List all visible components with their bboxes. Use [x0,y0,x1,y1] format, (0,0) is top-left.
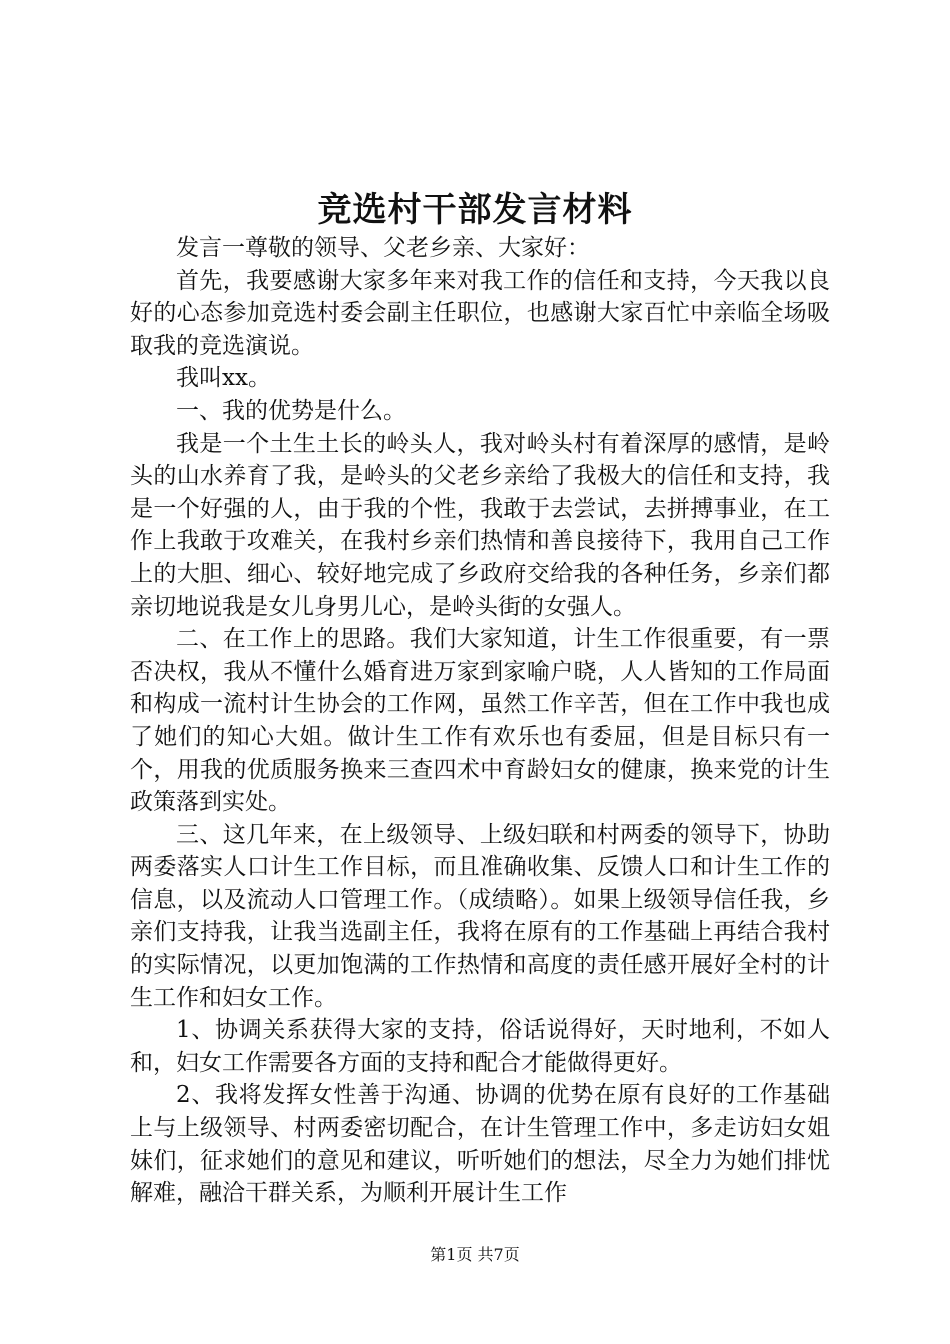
paragraph-name: 我叫xx。 [176,365,271,392]
paragraph-heading-advantages: 一、我的优势是什么。 [176,397,406,424]
paragraph-work-ideas: 二、在工作上的思路。我们大家知道，计生工作很重要，有一票否决权，我从不懂什么婚育进万家到家喻户晓，人人皆知的工作局面和构成一流村计生协会的工作网，虽然工作辛苦，但在工作中我也成了她们的知心大姐。做计生工作有欢乐也有委屈，但是目标只有一个，用我的优质服务换来三查四术中育龄妇女的健康，换来党的计生政策落到实处。 [130,626,830,816]
document-title: 竞选村干部发言材料 [317,190,633,230]
paragraph-advantages: 我是一个土生土长的岭头人，我对岭头村有着深厚的感情，是岭头的山水养育了我，是岭头的父老乡亲给了我极大的信任和支持，我是一个好强的人，由于我的个性，我敢于去尝试，去拼搏事业，在工作上我敢于攻难关，在我村乡亲们热情和善良接待下，我用自己工作上的大胆、细心、较好地完成了乡政府交给我的各种任务，乡亲们都亲切地说我是女儿身男儿心，是岭头街的女强人。 [130,430,830,620]
paragraph-point-2: 2、我将发挥女性善于沟通、协调的优势在原有良好的工作基础上与上级领导、村两委密切配合，在计生管理工作中，多走访妇女姐妹们，征求她们的意见和建议，听听她们的想法，尽全力为她们排忧解难，融洽干群关系，为顺利开展计生工作 [130,1082,830,1207]
paragraph-thanks: 首先，我要感谢大家多年来对我工作的信任和支持，今天我以良好的心态参加竞选村委会副主任职位，也感谢大家百忙中亲临全场吸取我的竞选演说。 [130,267,830,359]
page-indicator: 第1页 共7页 [430,1245,520,1264]
document-body [130,232,830,1210]
paragraph-greeting: 发言一尊敬的领导、父老乡亲、大家好： [176,235,590,261]
paragraph-point-1: 1、协调关系获得大家的支持，俗话说得好，天时地利，不如人和，妇女工作需要各方面的支持和配合才能做得更好。 [130,1017,830,1076]
paragraph-recent-years: 三、这几年来，在上级领导、上级妇联和村两委的领导下，协助两委落实人口计生工作目标，而且准确收集、反馈人口和计生工作的信息，以及流动人口管理工作。（成绩略）。如果上级领导信任我，乡亲们支持我，让我当选副主任，我将在原有的工作基础上再结合我村的实际情况，以更加饱满的工作热情和高度的责任感开展好全村的计生工作和妇女工作。 [130,821,830,1011]
